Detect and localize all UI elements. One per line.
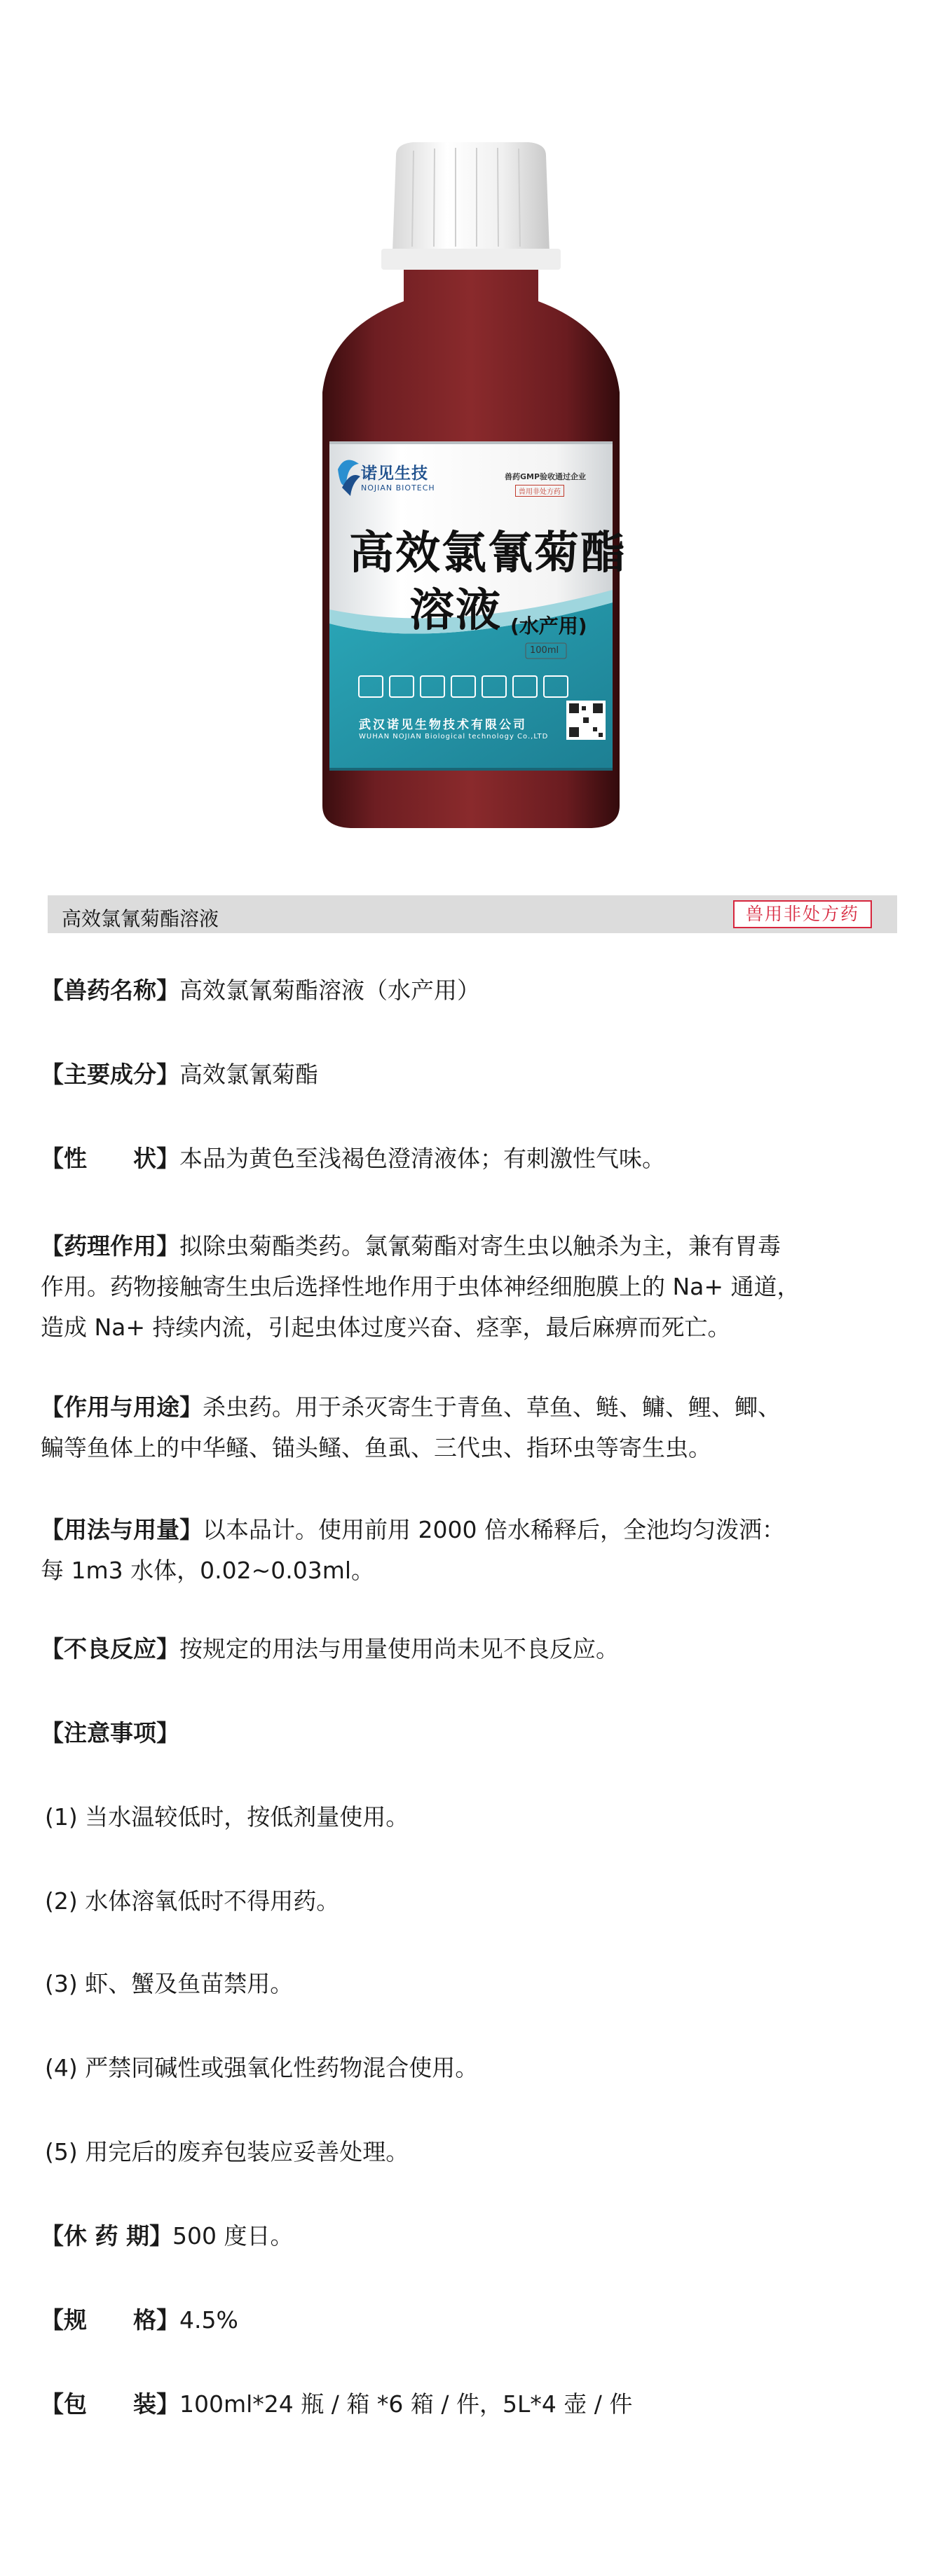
product-subtitle: (水产用) (510, 614, 587, 638)
spec-usage-line1: 杀虫药。用于杀灭寄生于青鱼、草鱼、鲢、鳙、鲤、鲫、 (203, 1393, 781, 1421)
bottle-illustration (0, 0, 942, 876)
gmp-text: 兽药GMP验收通过企业 (505, 472, 587, 481)
spec-name-label: 【兽药名称】 (41, 977, 179, 1004)
spec-usage-block (41, 1387, 903, 1468)
spec-pharmacology-line2: 作用。药物接触寄生虫后选择性地作用于虫体神经细胞膜上的 Na+ 通道， (41, 1273, 800, 1300)
precaution-item: (3) 虾、蟹及鱼苗禁用。 (45, 1970, 294, 1997)
spec-size-label: 【规 格】 (41, 2306, 179, 2334)
volume-label: 100ml (530, 645, 559, 656)
spec-size-value: 4.5% (179, 2306, 238, 2334)
spec-dosage-line2: 每 1m3 水体，0.02~0.03ml。 (41, 1557, 375, 1584)
spec-package-value: 100ml*24 瓶 / 箱 *6 箱 / 件，5L*4 壶 / 件 (179, 2390, 633, 2418)
precaution-item: (2) 水体溶氧低时不得用药。 (45, 1887, 340, 1915)
spec-ingredient-label: 【主要成分】 (41, 1061, 179, 1088)
rx-badge: 兽用非处方药 (733, 900, 872, 928)
spec-property-label: 【性 状】 (41, 1145, 179, 1172)
spec-adverse-row (41, 1632, 619, 1666)
spec-precautions-label: 【注意事项】 (41, 1719, 179, 1747)
product-image (0, 0, 942, 876)
rx-label-small: 兽用非处方药 (515, 485, 564, 497)
spec-package-label: 【包 装】 (41, 2390, 179, 2418)
spec-size-row (41, 2303, 238, 2337)
spec-property-row (41, 1142, 665, 1176)
spec-name-value: 高效氯氰菊酯溶液（水产用） (179, 977, 480, 1004)
spec-dosage-label: 【用法与用量】 (41, 1516, 203, 1543)
spec-precautions-heading (41, 1716, 179, 1750)
spec-usage-line2: 鳊等鱼体上的中华鳋、锚头鳋、鱼虱、三代虫、指环虫等寄生虫。 (41, 1434, 711, 1461)
company-name-en: WUHAN NOJIAN Biological technology Co.,LTD (359, 733, 549, 741)
spec-property-value: 本品为黄色至浅褐色澄清液体；有刺激性气味。 (179, 1145, 665, 1172)
spec-withdrawal-value: 500 度日。 (172, 2222, 294, 2250)
product-header-bar (48, 895, 897, 933)
spec-name-row (41, 974, 480, 1007)
spec-withdrawal-label: 【休 药 期】 (41, 2222, 172, 2250)
product-title-line1: 高效氯氰菊酯 (349, 528, 627, 579)
spec-adverse-value: 按规定的用法与用量使用尚未见不良反应。 (179, 1635, 619, 1662)
spec-package-row (41, 2388, 632, 2421)
brand-english-name: NOJIAN BIOTECH (361, 483, 435, 493)
spec-usage-label: 【作用与用途】 (41, 1393, 203, 1421)
precaution-item: (4) 严禁同碱性或强氧化性药物混合使用。 (45, 2054, 479, 2081)
spec-dosage-block (41, 1510, 903, 1591)
precaution-item: (1) 当水温较低时，按低剂量使用。 (45, 1803, 409, 1831)
product-header-title: 高效氯氰菊酯溶液 (62, 907, 219, 930)
precaution-item: (5) 用完后的废弃包装应妥善处理。 (45, 2138, 409, 2165)
spec-adverse-label: 【不良反应】 (41, 1635, 179, 1662)
spec-ingredient-row (41, 1058, 318, 1091)
product-title-line2: 溶液 (409, 585, 502, 637)
company-name-cn: 武汉诺见生物技术有限公司 (359, 718, 527, 732)
spec-pharmacology-label: 【药理作用】 (41, 1232, 179, 1260)
spec-pharmacology-line3: 造成 Na+ 持续内流，引起虫体过度兴奋、痉挛，最后麻痹而死亡。 (41, 1314, 731, 1341)
spec-dosage-line1: 以本品计。使用前用 2000 倍水稀释后，全池均匀泼洒： (203, 1516, 785, 1543)
spec-pharmacology-block (41, 1226, 903, 1348)
brand-name: 诺见生技 (361, 464, 428, 483)
spec-ingredient-value: 高效氯氰菊酯 (179, 1061, 318, 1088)
spec-withdrawal-row (41, 2219, 293, 2253)
spec-pharmacology-line1: 拟除虫菊酯类药。氯氰菊酯对寄生虫以触杀为主，兼有胃毒 (179, 1232, 781, 1260)
